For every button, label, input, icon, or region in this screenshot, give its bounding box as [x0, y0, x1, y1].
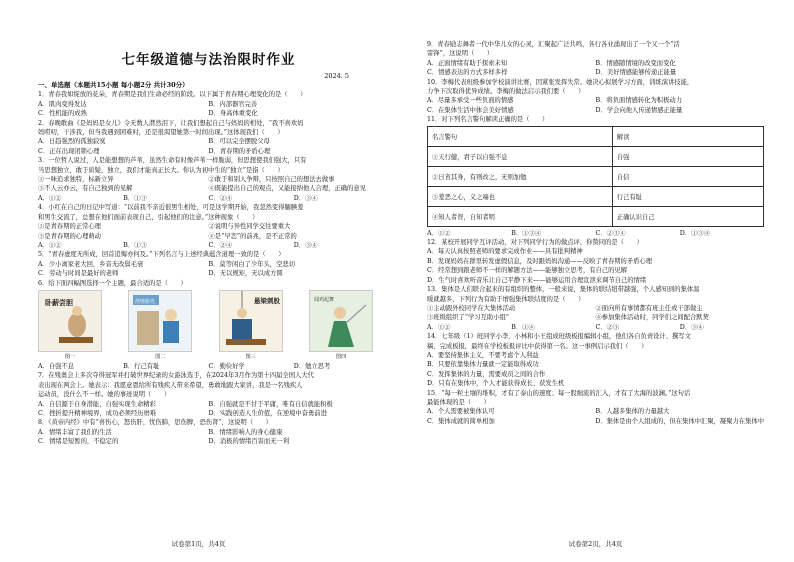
exam-title: 七年级道德与法治限时作业 — [121, 52, 296, 68]
caption-4: 图四 — [335, 353, 347, 360]
page-right — [397, 0, 794, 562]
option-b: B．①③④ — [511, 229, 542, 237]
option-c: C．经常想到跟老师不一样的解题方法——能够独立思考，有自己的见解 — [427, 267, 628, 275]
exam-date: 2024. 5 — [324, 72, 349, 80]
page-footer: 试卷第1页，共4页 — [171, 540, 226, 548]
option-d: D．只有在集体中，个人才能获得成长、获发生机 — [427, 380, 565, 388]
statement-1: ①主动跟外校同学在大集体活动 — [427, 304, 516, 312]
option-d: D．勉立思考 — [293, 362, 331, 370]
question-12 — [427, 238, 764, 285]
pic3-label: 悬梁刺股 — [253, 297, 280, 305]
option-b: B．发现妈妈在群里转发虚假信息，及时跟妈妈沟通——反映了青春期的矛盾心理 — [427, 257, 653, 265]
question-14 — [427, 332, 764, 388]
pic2-label: 凿壁偷光 — [135, 299, 156, 305]
picture-row — [38, 290, 373, 360]
table-row — [428, 206, 764, 226]
question-stem: 10．李梅代表班级参加学校演讲比赛，因紧张发挥失常。她决心拟展学习方面，训练演讲技能， — [427, 78, 694, 86]
option-c: C．勤俭好学 — [208, 362, 245, 370]
question-stem: 表出现在两会上。她表示：我愿意恩给所有残疾人带来希望，勇敢地跟大家讲，我是一名残疾人 — [38, 381, 303, 389]
question-stem: 9．青春励志舞者一代中华儿女的心灵，汇聚起广泛共鸣，各行各业涌现出了一个又一个“活 — [427, 41, 680, 48]
option-c: C．②③④ — [595, 229, 626, 237]
quotes-table — [427, 126, 764, 227]
option-a: A．自信源于自身潜能，自强实现生命精彩 — [38, 400, 156, 408]
statement-2: ②敢于和别人争辩，只按照自己的想法去做事 — [208, 176, 335, 184]
question-3 — [38, 156, 379, 203]
statement-3: ③不人云亦云，有自己独到的见解 — [38, 185, 133, 193]
question-9 — [427, 40, 764, 78]
option-a: A．要坚持集体主义，不要考虑个人利益 — [427, 351, 539, 359]
page-footer: 试卷第2页，共4页 — [568, 540, 623, 548]
option-c: C．发挥集体的力量，需要成员之间的合作 — [427, 370, 546, 378]
question-stem: 1．青春我如绽放的花朵，青春期是我们生命必经的阶段。以下属于青春期心理变化的是（ ） — [38, 91, 307, 99]
question-stem: 和男生交流了，总想在他们面前表现自己，引起他们的注意。”这种现象（ ） — [38, 213, 259, 221]
table-header-cell: 名言警句 — [428, 126, 613, 146]
option-d: D．青春期的矛盾心理 — [208, 147, 271, 155]
option-d: D．③④ — [293, 194, 318, 202]
option-c: C．挫折提升精神境界，成功必须经历磨难 — [38, 409, 157, 417]
option-a: A．①② — [38, 194, 62, 202]
table-row — [428, 186, 764, 206]
question-stem: 暖就越多，下列行为有助于增强集体联结度的是（ ） — [427, 295, 585, 303]
question-stem: 8．《黄帝内经》中有“喜伤心，怒伤肝，忧伤肺，思伤脾，恐伤肾”，这说明（ ） — [38, 419, 272, 427]
question-stem: 6．给下面四幅图选择一个主题，最合适的是（ ） — [38, 279, 187, 287]
option-a: A．个人需要被集体认可 — [427, 408, 495, 416]
option-c: C．情绪是短暂的，不稳定的 — [38, 438, 119, 446]
option-a: A．肌肉变得发达 — [38, 100, 87, 108]
question-stem: 15．“每一粒土壤的堆积，才有了泰山的速度；每一股细流的汇入，才有了大海的波澜。”这句话 — [427, 389, 691, 397]
option-d: D．美好情感能够传递正能量 — [595, 69, 677, 77]
option-b: B．情绪影响人的身心健康 — [208, 428, 283, 436]
question-stem: 4．小红在自己的日记中写道：“以前我不亲近很男生相处，可是这学期开始，我忽然变得腼腆羞 — [38, 204, 304, 212]
question-stem: 当思想独立，敢于质疑，独立，我们才能真正长大。你认为初中生的“独立”是指（ ） — [38, 166, 284, 174]
option-a: A．日趋强烈的孤独寂寞 — [38, 138, 106, 146]
image-wenjiqiwu — [309, 290, 373, 352]
option-d: D．③④ — [679, 323, 704, 331]
option-b: B．内部器官完善 — [208, 100, 258, 108]
table-cell: ④知人者智，自知者明 — [428, 206, 613, 226]
question-7 — [38, 371, 379, 418]
option-b: B．①③ — [123, 241, 147, 249]
question-stem: 运动员，没什么不一样。她的事迹说明（ ） — [38, 391, 171, 399]
table-cell: 正确认识自己 — [612, 206, 763, 226]
option-a: A．①② — [427, 323, 451, 331]
option-b: B．只要依靠集体力量就一定能取得成功 — [427, 361, 539, 369]
option-a: A．每天认真按照老师的要求完成作业——具有批判精神 — [427, 248, 583, 256]
question-10 — [427, 78, 764, 116]
question-stem: 13．集体是人们联合起来的有组织的整体，一般来说，集体的联结纽带越强，个人感知到的集体温 — [427, 286, 700, 294]
caption-1: 图一 — [64, 353, 76, 360]
statement-3: ③是青春期的心理萌动 — [38, 232, 101, 240]
table-cell: ①天行健，君子以自强不息 — [428, 146, 613, 166]
question-stem: 雷锋”，这说明（ ） — [427, 50, 494, 58]
question-stem: 妈唠叨，干涉我，但当我遇到困难时，还是很渴望她第一时间出现。”这体现我们（ ） — [38, 129, 284, 137]
option-c: C．正在出现闭锁心理 — [38, 147, 100, 155]
question-stem: 7．在残奥会上多次夺得冠军并打破世界纪录的女游泳选手，在2024年3月作为第十四届全国人大代 — [38, 372, 314, 380]
statement-1: ①一味追求独特，标新立异 — [38, 176, 114, 184]
option-a: A．尽量多承受一些负面的情感 — [427, 97, 514, 105]
question-15 — [427, 389, 764, 427]
question-stem: 14．七年级（1）班同学小李、小林和小王组成班级板报编辑小组，他们各自负责设计、撰写文 — [427, 333, 691, 341]
table-cell: ③羞恶之心，义之端也 — [428, 186, 613, 206]
statement-3: ③班级组织了“学习互助小组” — [427, 314, 510, 322]
table-header-cell: 解读 — [612, 126, 763, 146]
option-a: A．自强不息 — [38, 362, 75, 370]
question-stem: 12．某校开展同学互评活动，对下列同学行为的做点评，你赞同的是（ ） — [427, 239, 643, 247]
table-row — [428, 146, 764, 166]
option-c: C．劳动与时间是最好的老师 — [38, 270, 119, 278]
question-stem: 2．春晚歌曲《是妈妈是女儿》令无数人潸然泪下，让我们想起自己与妈妈的相处，“我不喜欢妈 — [38, 119, 304, 127]
section-heading: 一、单选题（本题共15小题 每小题2分 共计30分） — [38, 81, 189, 89]
option-a: A．正面情绪有助于探索未知 — [427, 59, 508, 67]
question-4 — [38, 203, 379, 250]
option-c: C．②③ — [595, 323, 620, 331]
table-cell: 行己有耻 — [612, 186, 763, 206]
question-5 — [38, 250, 379, 278]
option-d: D．③④ — [293, 241, 318, 249]
image-woxinchangdan — [38, 290, 102, 352]
question-stem: 稿、完成板报，最终在学校板报评比中获得第一名。这一事例启示我们（ ） — [427, 342, 648, 350]
option-d: D．消极的情绪百害而无一利 — [208, 438, 290, 446]
option-c: C．②④ — [208, 241, 233, 249]
statement-4: ④是“早恋”的前兆，是不正常的 — [208, 232, 297, 240]
table-cell: ②日省其身，有则改之，无则加勉 — [428, 166, 613, 186]
question-stem: 力争下次取得优异成绩。李梅的做法启示我们要（ ） — [427, 88, 585, 96]
statement-2: ②面向所有事情都有班主任或干部做主 — [595, 304, 703, 312]
option-a: A．情绪丰富了我们的生活 — [38, 428, 112, 436]
table-cell: 自信 — [612, 166, 763, 186]
caption-2: 图二 — [155, 353, 166, 360]
statement-2: ②说明与异性同学交往要重大 — [208, 223, 291, 231]
option-b: B．将负面情感转化为积极动力 — [595, 97, 682, 105]
option-d: D．集体是由个人组成的，但在集体中汇聚，凝聚力在集体中 — [595, 417, 764, 425]
question-6 — [38, 279, 379, 372]
image-zaobitouguang — [128, 290, 192, 352]
option-d: D．身高体重变化 — [208, 110, 258, 118]
option-c: C．在集体生活中体会美好情感 — [427, 106, 514, 114]
question-stem: 最能体现的是（ ） — [427, 398, 490, 406]
pic4-label: 闻鸡起舞 — [313, 297, 334, 303]
statement-4: ④参加集体活动时，同学们之间配合默契 — [595, 314, 709, 322]
option-b: B．自强就是不甘于平庸，唯有自信就能积极 — [208, 400, 333, 408]
option-d: D．学会向他人传递情感正能量 — [595, 106, 683, 114]
option-c: C．情感表达的方式多样多样 — [427, 69, 508, 77]
option-b: B．①③ — [123, 194, 147, 202]
statement-4: ④既能提出自己的观点，又能接纳他人合理，正确的意见 — [208, 185, 366, 193]
option-c: C．性机能的成熟 — [38, 110, 87, 118]
option-a: A．①② — [427, 229, 451, 237]
question-2 — [38, 119, 379, 157]
option-d: D．实践创造人生价值，在逆境中奋勇前进 — [208, 409, 327, 417]
option-b: B．行己有耻 — [123, 362, 160, 370]
option-a: A．少小离家老大回，乡音无改鬓毛衰 — [38, 260, 144, 268]
option-b: B．①④ — [511, 323, 535, 331]
option-b: B．情感随情境的改变而变化 — [595, 59, 676, 67]
question-13 — [427, 285, 764, 332]
table-row — [428, 166, 764, 186]
option-c: C．集体成就的简单相加 — [427, 417, 495, 425]
question-11 — [427, 115, 764, 238]
statement-1: ①是青春期的正常心理 — [38, 223, 101, 231]
question-stem: 5．“青春虚度无所成，回首追悔亦何及。”下列名言与上述经典蕴含道理一致的是（ ） — [38, 251, 285, 259]
option-c: C．②④ — [208, 194, 233, 202]
question-stem: 11．对下列名言警句解读正确的是（ ） — [427, 116, 549, 124]
table-header-row — [428, 126, 764, 146]
caption-3: 图三 — [245, 353, 256, 360]
option-b: B．人越多集体的力量越大 — [595, 408, 670, 416]
option-b: B．莫等闲白了少年头，空悲切 — [208, 260, 295, 268]
question-1 — [38, 90, 379, 118]
question-8 — [38, 418, 379, 446]
table-cell: 自强 — [612, 146, 763, 166]
option-d: D．①③④ — [679, 229, 710, 237]
question-stem: 3．一位哲人说过，人是能想想的芦苇，虽然生命有时像芦苇一样脆弱，但思想使我们强大，只有 — [38, 157, 307, 165]
option-b: B．可以完全摆脱父母 — [208, 138, 270, 146]
pic1-label: 卧薪尝胆 — [45, 298, 73, 307]
option-a: A．①② — [38, 241, 62, 249]
option-d: D．生气时喜欢听音乐让自己平静下来——能够运用合理宣泄来调节自己的情绪 — [427, 276, 647, 284]
option-d: D．无以规矩，无以成方圆 — [208, 270, 283, 278]
image-xuanliangcigu — [219, 290, 283, 352]
